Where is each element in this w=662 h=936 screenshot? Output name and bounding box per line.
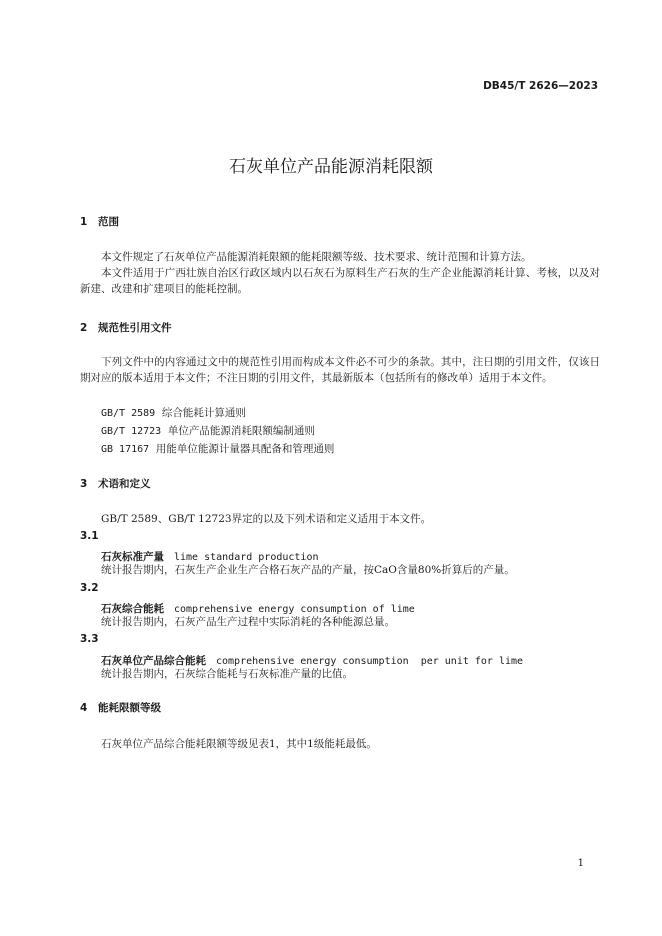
section-4-paragraph: 石灰单位产品综合能耗限额等级见表1，其中1级能耗最低。 [101,738,377,750]
section-1-heading [80,214,119,229]
term-definition: 统计报告期内，石灰生产企业生产合格石灰产品的产量，按CaO含量80%折算后的产量。 [101,564,515,576]
section-title: 规范性引用文件 [98,322,172,334]
section-4-heading [80,700,161,715]
section-3-heading [80,476,151,491]
term-chinese: 石灰标准产量 [101,551,164,563]
section-title: 术语和定义 [98,478,151,490]
term-english: comprehensive energy consumption per unit for lime [216,656,524,667]
section-title: 能耗限额等级 [98,702,161,714]
term-english: lime standard production [174,552,319,563]
reference-code: GB/T 12723 [101,426,162,437]
section-1-paragraph-2: 本文件适用于广西壮族自治区行政区域内以石灰石为原料生产石灰的生产企业能源消耗计算、考核，以及对新建、改建和扩建项目的能耗控制。 [80,267,600,295]
section-2-heading [80,320,172,335]
term-definition: 统计报告期内，石灰产品生产过程中实际消耗的各种能源总量。 [101,616,395,628]
reference-title: 用能单位能源计量器具配备和管理通则 [155,443,335,455]
clause-number: 3.3 [80,633,99,645]
reference-item [101,423,315,440]
section-3-intro: GB/T 2589、GB/T 12723界定的以及下列术语和定义适用于本文件。 [101,513,432,525]
standard-number: DB45/T 2626—2023 [483,80,598,92]
term-english: comprehensive energy consumption of lime [174,604,415,615]
section-number: 3 [80,478,88,490]
section-number: 2 [80,322,88,334]
reference-code: GB/T 2589 [101,408,156,419]
clause-number: 3.2 [80,582,99,594]
reference-code: GB 17167 [101,444,150,455]
page-number: 1 [577,858,584,869]
reference-title: 单位产品能源消耗限额编制通则 [167,425,315,437]
reference-item [101,405,246,422]
reference-title: 综合能耗计算通则 [161,407,246,419]
term-definition: 统计报告期内，石灰综合能耗与石灰标准产量的比值。 [101,668,353,680]
section-number: 4 [80,702,88,714]
document-title: 石灰单位产品能源消耗限额 [229,157,433,177]
term-chinese: 石灰单位产品综合能耗 [101,655,206,667]
section-2-intro: 下列文件中的内容通过文中的规范性引用而构成本文件必不可少的条款。其中，注日期的引用文件，仅该日期对应的版本适用于本文件；不注日期的引用文件，其最新版本（包括所有的修改单）适用于本文件。 [80,356,600,384]
clause-number: 3.1 [80,530,99,542]
reference-item [101,441,334,458]
section-title: 范围 [98,216,119,228]
term-chinese: 石灰综合能耗 [101,603,164,615]
section-number: 1 [80,216,88,228]
section-1-paragraph-1: 本文件规定了石灰单位产品能源消耗限额的能耗限额等级、技术要求、统计范围和计算方法。 [101,251,532,263]
